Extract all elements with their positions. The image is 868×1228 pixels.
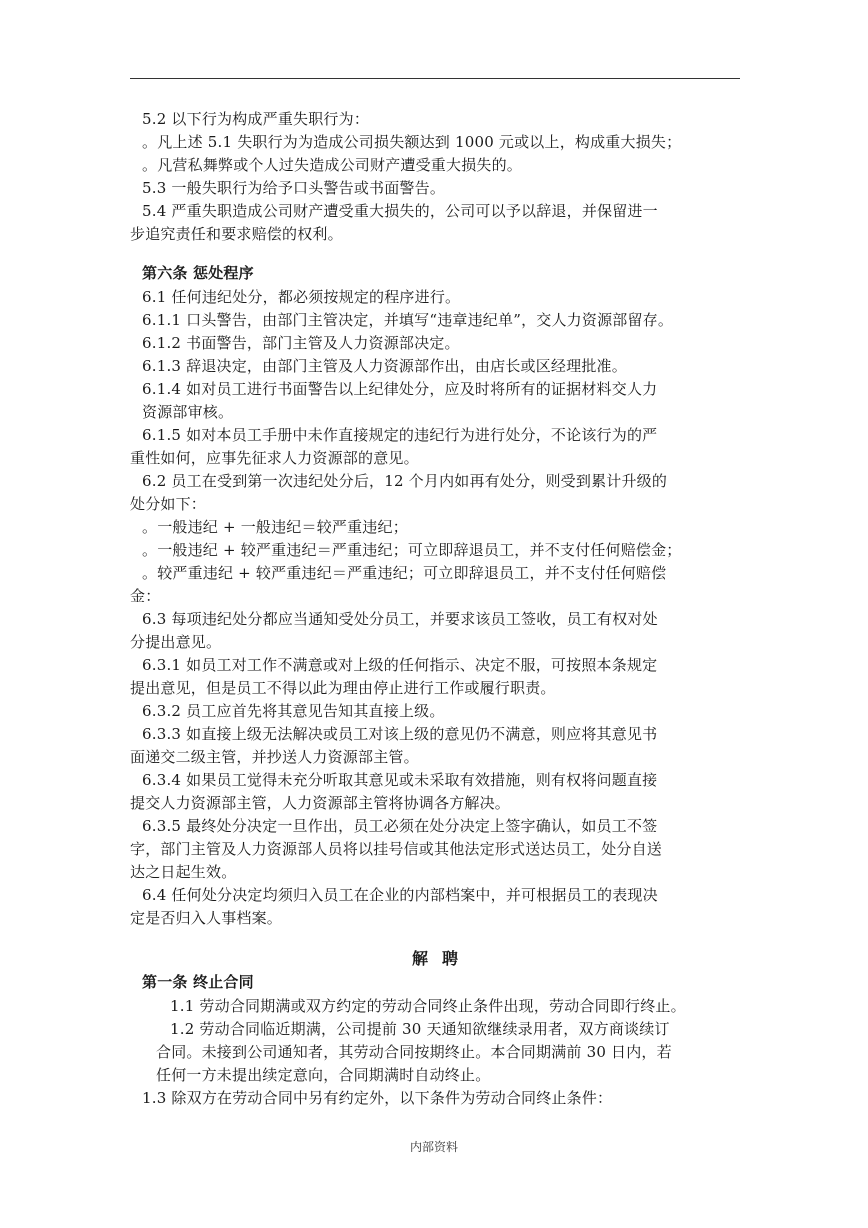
text-line: 6.1.1 口头警告，由部门主管决定，并填写“违章违纪单”，交人力资源部留存。 [142, 311, 674, 329]
text-line: 6.1 任何违纪处分，都必须按规定的程序进行。 [142, 288, 461, 306]
text-line: 面递交二级主管，并抄送人力资源部主管。 [130, 748, 419, 766]
text-line: 任何一方未提出续定意向，合同期满时自动终止。 [156, 1066, 491, 1084]
chapter-title: 解聘 [412, 949, 473, 968]
header-rule [130, 78, 740, 79]
section-heading: 第六条 惩处程序 [142, 264, 254, 282]
text-line: 6.1.2 书面警告，部门主管及人力资源部决定。 [142, 334, 460, 352]
text-line: 金： [130, 587, 161, 605]
text-line: 5.2 以下行为构成严重失职行为： [142, 110, 370, 128]
text-line: 6.4 任何处分决定均须归入员工在企业的内部档案中，并可根据员工的表现决 [142, 886, 658, 904]
text-line: 6.3 每项违纪处分都应当通知受处分员工，并要求该员工签收，员工有权对处 [142, 610, 658, 628]
text-line: 6.2 员工在受到第一次违纪处分后，12 个月内如再有处分，则受到累计升级的 [142, 472, 668, 490]
text-line: 合同。未接到公司通知者，其劳动合同按期终止。本合同期满前 30 日内，若 [156, 1043, 672, 1061]
text-line: 分提出意见。 [130, 633, 222, 651]
text-line: 5.4 严重失职造成公司财产遭受重大损失的，公司可以予以辞退，并保留进一 [142, 202, 658, 220]
page-footer: 内部资料 [409, 1140, 458, 1154]
text-line: 定是否归入人事档案。 [130, 909, 283, 927]
text-line: 1.1 劳动合同期满或双方约定的劳动合同终止条件出现，劳动合同即行终止。 [170, 997, 686, 1015]
text-line: 6.3.5 最终处分决定一旦作出，员工必须在处分决定上签字确认，如员工不签 [142, 817, 658, 835]
text-line: 达之日起生效。 [130, 863, 237, 881]
text-line: 5.3 一般失职行为给予口头警告或书面警告。 [142, 179, 446, 197]
text-line: 步追究责任和要求赔偿的权利。 [130, 225, 343, 243]
text-line: 处分如下： [130, 495, 207, 513]
text-line: 资源部审核。 [142, 403, 234, 421]
text-line: 6.1.3 辞退决定，由部门主管及人力资源部作出，由店长或区经理批准。 [142, 357, 627, 375]
text-line: 。凡上述 5.1 失职行为为造成公司损失额达到 1000 元或以上，构成重大损失； [142, 133, 682, 151]
text-line: 6.3.4 如果员工觉得未充分听取其意见或未采取有效措施，则有权将问题直接 [142, 771, 658, 789]
text-line: 。一般违纪 + 一般违纪＝较严重违纪； [142, 518, 408, 536]
text-line: 提出意见，但是员工不得以此为理由停止进行工作或履行职责。 [130, 679, 556, 697]
text-line: 1.2 劳动合同临近期满，公司提前 30 天通知欲继续录用者，双方商谈续订 [170, 1020, 670, 1038]
text-line: 。一般违纪 + 较严重违纪＝严重违纪；可立即辞退员工，并不支付任何赔偿金； [142, 541, 682, 559]
text-line: 。较严重违纪 + 较严重违纪＝严重违纪；可立即辞退员工，并不支付任何赔偿 [142, 564, 667, 582]
text-line: 6.1.4 如对员工进行书面警告以上纪律处分，应及时将所有的证据材料交人力 [142, 380, 658, 398]
text-line: 6.1.5 如对本员工手册中未作直接规定的违纪行为进行处分，不论该行为的严 [142, 426, 658, 444]
section-heading: 第一条 终止合同 [142, 973, 254, 991]
text-line: 。凡营私舞弊或个人过失造成公司财产遭受重大损失的。 [142, 156, 523, 174]
text-line: 6.3.3 如直接上级无法解决或员工对该上级的意见仍不满意，则应将其意见书 [142, 725, 658, 743]
text-line: 提交人力资源部主管，人力资源部主管将协调各方解决。 [130, 794, 511, 812]
text-line: 6.3.1 如员工对工作不满意或对上级的任何指示、决定不服，可按照本条规定 [142, 656, 658, 674]
text-line: 字，部门主管及人力资源部人员将以挂号信或其他法定形式送达员工，处分自送 [130, 840, 663, 858]
text-line: 6.3.2 员工应首先将其意见告知其直接上级。 [142, 702, 445, 720]
text-line: 1.3 除双方在劳动合同中另有约定外，以下条件为劳动合同终止条件： [142, 1089, 613, 1107]
text-line: 重性如何，应事先征求人力资源部的意见。 [130, 449, 419, 467]
